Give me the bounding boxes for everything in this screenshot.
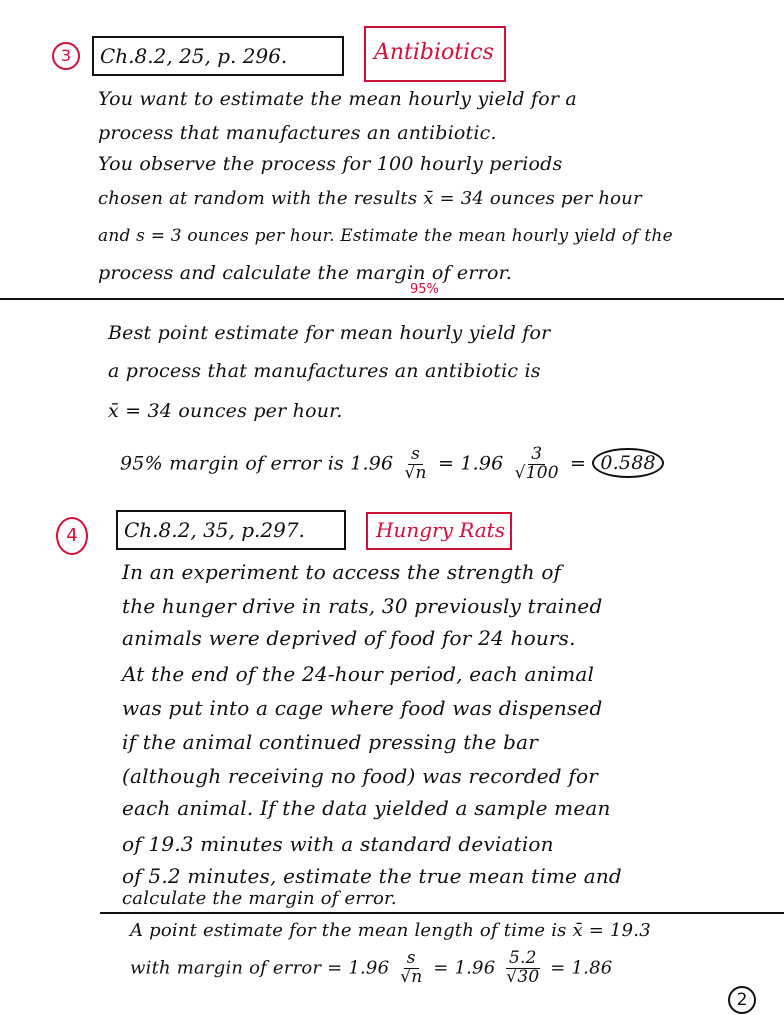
solution-3-line-1: Best point estimate for mean hourly yield for [108, 322, 551, 344]
equals-1-96-4: = 1.96 [433, 957, 496, 979]
problem-4-line-5: was put into a cage where food was dispensed [122, 696, 603, 720]
problem-3-line-3: You observe the process for 100 hourly periods [98, 153, 563, 175]
margin-of-error-4 [130, 950, 612, 987]
problem-3-line-2: process that manufactures an antibiotic. [98, 122, 497, 144]
problem-4-line-1: In an experiment to access the strength of [122, 560, 562, 584]
problem-4-number: 4 [56, 517, 88, 555]
problem-4-line-3: animals were deprived of food for 24 hours. [122, 626, 576, 650]
problem-4-line-4: At the end of the 24-hour period, each animal [122, 662, 595, 686]
problem-3-topic: Antibiotics [364, 26, 506, 82]
fraction-denominator: √n [404, 462, 427, 483]
problem-4-line-8: each animal. If the data yielded a sample mean [122, 796, 611, 820]
margin-of-error-3 [120, 446, 664, 483]
problem-3-line-4: chosen at random with the results x̄ = 34 ounces per hour [98, 188, 642, 209]
fraction-denominator: √n [400, 966, 423, 987]
fraction-s-over-root-n-3 [403, 446, 429, 483]
fraction-s-over-root-n-4 [398, 950, 424, 987]
fraction-denominator: √100 [514, 462, 559, 483]
problem-4-line-7: (although receiving no food) was recorded for [122, 764, 598, 788]
fraction-5-2-over-root-30 [504, 950, 541, 987]
problem-4-line-9: of 19.3 minutes with a standard deviation [122, 832, 554, 856]
problem-4-line-11: calculate the margin of error. [122, 888, 397, 909]
fraction-3-over-root-100 [513, 446, 561, 483]
confidence-note: 95% [410, 282, 439, 297]
margin-prefix-4: with margin of error = 1.96 [130, 957, 390, 979]
equals-1-96-3: = 1.96 [437, 452, 504, 475]
solution-3-line-2: a process that manufactures an antibiotic is [108, 360, 541, 382]
fraction-denominator: √30 [506, 966, 540, 987]
result-4: = 1.86 [550, 957, 613, 979]
page-number: 2 [728, 986, 756, 1014]
problem-3-line-6: process and calculate the margin of error. [98, 262, 513, 284]
fraction-numerator: s [408, 446, 423, 465]
divider-line-2 [100, 912, 784, 914]
solution-3-line-3: x̄ = 34 ounces per hour. [108, 400, 343, 422]
divider-line-1 [0, 298, 784, 300]
problem-3-number: 3 [52, 42, 80, 70]
fraction-numerator: 3 [528, 446, 545, 465]
fraction-numerator: 5.2 [506, 950, 540, 969]
problem-3-reference: Ch.8.2, 25, p. 296. [92, 36, 344, 76]
problem-4-line-6: if the animal continued pressing the bar [122, 730, 538, 754]
problem-3-line-1: You want to estimate the mean hourly yield for a [98, 88, 577, 110]
problem-4-line-10: of 5.2 minutes, estimate the true mean time and [122, 864, 622, 888]
circled-answer-3: 0.588 [592, 448, 663, 478]
fraction-numerator: s [404, 950, 419, 969]
problem-4-line-2: the hunger drive in rats, 30 previously trained [122, 594, 603, 618]
problem-3-line-5: and s = 3 ounces per hour. Estimate the mean hourly yield of the [98, 226, 673, 246]
margin-prefix-3: 95% margin of error is 1.96 [120, 452, 394, 475]
solution-4-line-1: A point estimate for the mean length of time is x̄ = 19.3 [130, 920, 651, 941]
problem-4-reference: Ch.8.2, 35, p.297. [116, 510, 346, 550]
problem-4-topic: Hungry Rats [366, 512, 512, 550]
equals-sign-3: = [570, 452, 587, 475]
